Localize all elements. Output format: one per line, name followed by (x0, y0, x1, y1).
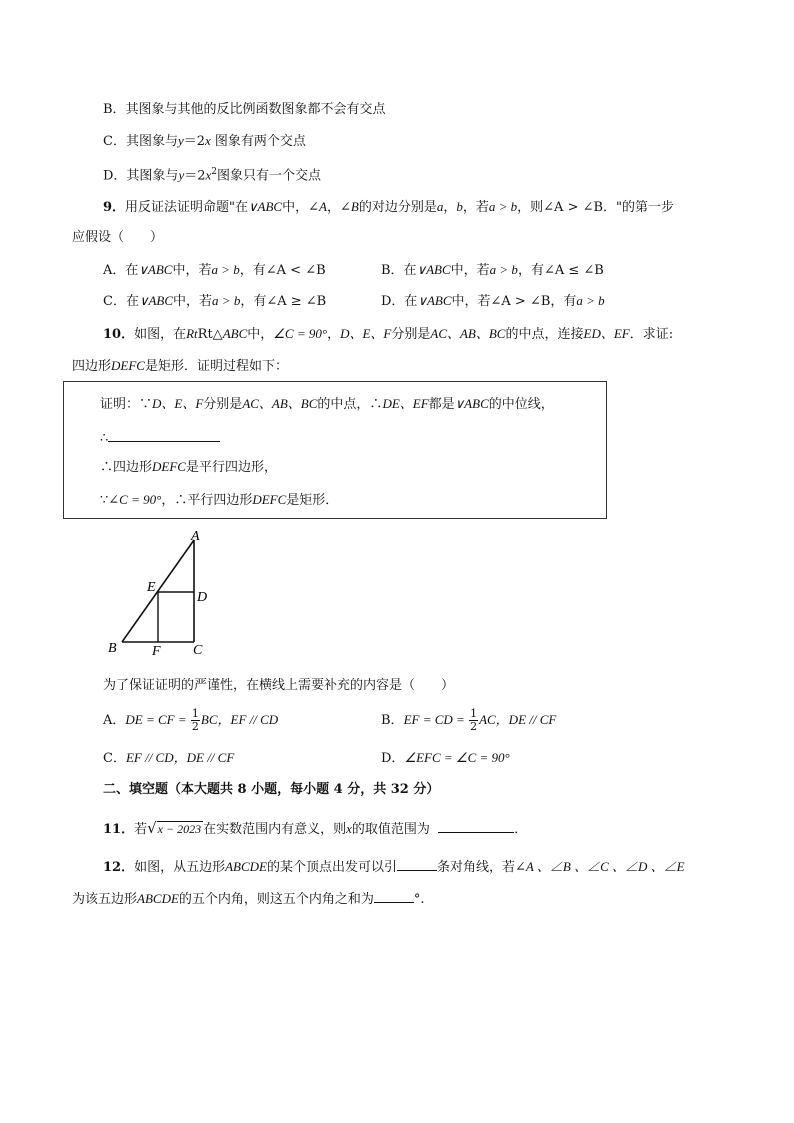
q10-proof4-pre: ∵∠ (100, 493, 120, 508)
q10-stem3: ， (327, 327, 341, 342)
q9-option-b-cond: a > b (489, 262, 518, 277)
q10-proof4-mid: ，∴平行四边形 (161, 493, 253, 508)
q12-stem-line1 (103, 856, 685, 877)
q9-number: 9． (103, 200, 126, 215)
q10-figure (100, 528, 220, 660)
q11-answer-blank[interactable] (438, 818, 514, 833)
q10-option-b-den: 2 (470, 720, 478, 733)
q10-proof1-pre: 证明：∵ (100, 397, 153, 412)
q10-proof1-def: D、E、F (152, 396, 204, 411)
q10-label-a: A (191, 529, 200, 544)
q9-stem5: ，若 (462, 200, 489, 215)
q10-stem-line2 (72, 357, 288, 376)
q10-option-b-expr2: AC，DE // CF (479, 712, 557, 727)
q11-end: ． (514, 822, 528, 837)
q9-option-b-tri: ∨ABC (416, 262, 451, 277)
q9-stem-line1 (103, 198, 674, 217)
q10-number: 10． (103, 327, 135, 342)
q10-proof3-pre: ∴四边形 (100, 460, 153, 475)
q9-option-d-tri: ∨ABC (417, 293, 452, 308)
q10-label-e: E (147, 580, 156, 595)
section2-title (103, 781, 439, 799)
q10-ask (103, 677, 454, 695)
q8-option-d-eq: ＝2 (184, 168, 206, 184)
q12-stem2: 的某个顶点出发可以引 (267, 860, 398, 875)
q9-option-c-cond: a > b (212, 293, 241, 308)
q10-stem4: 分别是 (391, 327, 431, 342)
q8-option-b-text: B．其图象与其他的反比例函数图象都不会有交点 (103, 102, 386, 117)
q12-blank-sum[interactable] (374, 888, 414, 903)
q8-option-d (103, 163, 321, 185)
q9-option-b (381, 261, 604, 280)
q8-option-c-x: x (205, 133, 211, 148)
q9-option-d (381, 292, 605, 311)
q8-option-b (103, 101, 386, 119)
q10-proof1-mid2: 的中点，∴ (317, 397, 383, 412)
q9-angle-b: B (350, 199, 359, 214)
section2-title-text: 二、填空题（本大题共 8 小题，每小题 4 分，共 32 分） (103, 782, 440, 797)
q10-option-b (381, 708, 556, 733)
q10-proof1-tri: ∨ABC (454, 396, 489, 411)
q9-condition: a > b (488, 199, 518, 214)
q10-angle: ∠C = 90° (273, 326, 328, 341)
q10-proof1-post: 的中位线， (488, 397, 554, 412)
q9-option-a-pre: A．在 (103, 263, 139, 278)
q9-option-d-mid: 中，若∠A > ∠B，有 (451, 294, 577, 309)
q8-option-d-pre: D．其图象与 (103, 168, 179, 184)
q8-option-d-post: 图象只有一个交点 (217, 168, 322, 184)
q9-side-a: a (436, 199, 444, 214)
q10-stem5: 的中点，连接 (505, 327, 584, 342)
q8-option-c-eq: ＝2 (183, 134, 206, 149)
q10-option-b-num: 1 (470, 707, 478, 720)
q10-edef: ED、EF (583, 326, 630, 341)
q10-proof-line1 (100, 395, 554, 414)
q10-label-d: D (197, 590, 208, 605)
q10-label-b: B (108, 641, 117, 656)
q10-proof-line3 (100, 458, 277, 477)
q10-option-a-expr1: DE = CF = (125, 712, 190, 727)
q10-proof1-mids: AC、AB、BC (242, 396, 318, 411)
q8-option-c-y: y (177, 133, 184, 148)
q11-radicand: x − 2023 (157, 822, 202, 836)
q10-defc: DEFC (111, 358, 145, 373)
q11-radical-sign: √ (147, 819, 157, 837)
q10-option-d-pre: D． (381, 751, 405, 766)
q9-option-a (103, 261, 326, 280)
q10-stem-line1 (103, 325, 673, 344)
q10-proof4-defc: DEFC (252, 492, 287, 507)
q12-line2-end: °. (413, 892, 425, 907)
q10-proof4-c: C = 90° (119, 492, 162, 507)
q9-option-b-post: ，有∠A ≤ ∠B (517, 263, 604, 278)
q10-option-a-expr2: BC，EF // CD (200, 712, 279, 727)
q11-pre: 若 (134, 822, 148, 837)
q10-proof4-post: 是矩形． (286, 493, 339, 508)
q12-stem1: 如图，从五边形 (134, 860, 226, 875)
q9-option-a-post: ，有∠A < ∠B (239, 263, 326, 278)
q9-option-c-mid: 中，若 (173, 294, 213, 309)
q10-label-c: C (193, 643, 203, 658)
q10-option-a-fraction (191, 708, 200, 733)
q9-triangle: ∨ABC (248, 199, 283, 214)
q9-option-d-cond: a > b (576, 293, 605, 308)
q10-option-c (103, 749, 234, 768)
q12-line2-pre: 为该五边形 (72, 892, 138, 907)
q9-stem-line2-text: 应假设（ ） (72, 230, 164, 245)
q10-option-c-pre: C． (103, 751, 126, 766)
q9-option-a-tri: ∨ABC (138, 262, 173, 277)
q12-stem3: 条对角线，若∠ (437, 860, 526, 875)
q10-option-d (381, 749, 510, 768)
q9-option-c-tri: ∨ABC (138, 293, 174, 308)
q10-option-a-pre: A． (103, 713, 126, 728)
q10-stem6: ．求证: (629, 327, 674, 342)
q9-option-c (103, 292, 326, 311)
q10-line2-pre: 四边形 (72, 359, 112, 374)
q11-number: 11． (103, 822, 135, 837)
q11-x: x (346, 821, 352, 836)
q9-side-b: b (456, 199, 463, 214)
q12-line2-abcde: ABCDE (137, 891, 179, 906)
q12-abcde: ABCDE (225, 859, 267, 874)
q10-proof1-de: DE、EF (382, 396, 429, 411)
q8-option-d-x: x (205, 167, 212, 183)
q10-rt: Rt (186, 326, 198, 341)
q9-option-a-cond: a > b (211, 262, 240, 277)
q12-number: 12． (103, 860, 135, 875)
q10-proof-blank[interactable] (108, 427, 220, 442)
q10-proof1-mid: 分别是 (203, 397, 243, 412)
q9-stem6: ，则∠A > ∠B．"的第一步 (517, 200, 675, 215)
q8-option-d-y: y (178, 167, 185, 183)
q10-option-a (103, 708, 278, 733)
q11-mid: 在实数范围内有意义，则 (203, 822, 347, 837)
q11-stem (103, 818, 527, 839)
q9-stem3: ，∠ (326, 200, 351, 215)
q9-stem-line2 (72, 229, 163, 247)
q10-stem2: 中， (247, 327, 274, 342)
q12-line2-mid: 的五个内角，则这五个内角之和为 (178, 892, 374, 907)
q8-option-d-sup: 2 (211, 167, 218, 177)
q12-angles: A 、∠B 、∠C 、∠D 、∠E (525, 859, 685, 874)
q12-stem-line2 (72, 888, 425, 909)
q9-stem4: 的对边分别是 (358, 200, 437, 215)
q10-stem1: 如图，在 (134, 327, 187, 342)
q10-abc: ABC (222, 326, 248, 341)
q8-option-c-pre: C．其图象与 (103, 134, 178, 149)
q8-option-c-post: 图象有两个交点 (210, 134, 306, 149)
q11-post: 的取值范围为 (351, 822, 430, 837)
q10-stem1b: Rt△ (197, 327, 223, 342)
q8-option-c (103, 132, 306, 151)
q10-option-b-pre: B． (381, 713, 404, 728)
q9-option-c-pre: C．在 (103, 294, 139, 309)
q9-stem1: 用反证法证明命题"在 (125, 200, 249, 215)
q10-proof1-mid3: 都是 (428, 397, 455, 412)
q9-option-c-post: ，有∠A ≥ ∠B (240, 294, 327, 309)
q10-option-b-fraction (469, 708, 478, 733)
q10-option-c-expr: EF // CD，DE // CF (125, 750, 235, 765)
q9-angle-a: A (319, 199, 327, 214)
q10-ask-text: 为了保证证明的严谨性，在横线上需要补充的内容是（ ） (103, 678, 455, 693)
q10-proof3-defc: DEFC (152, 459, 186, 474)
q10-proof2-therefore: ∴ (100, 431, 109, 446)
q10-option-a-num: 1 (191, 707, 199, 720)
q9-comma: ， (443, 200, 457, 215)
q10-proof3-post: 是平行四边形， (185, 460, 277, 475)
q10-option-a-den: 2 (191, 720, 199, 733)
q9-option-a-mid: 中，若 (172, 263, 212, 278)
q9-stem2: 中，∠ (282, 200, 320, 215)
q10-proof-line2 (100, 427, 220, 448)
q10-def: D、E、F (340, 326, 392, 341)
q10-mids: AC、AB、BC (430, 326, 506, 341)
q9-option-b-pre: B．在 (381, 263, 417, 278)
q10-option-d-expr: ∠EFC = ∠C = 90° (404, 750, 510, 765)
q10-proof-line4 (100, 491, 338, 510)
q10-line2-post: 是矩形．证明过程如下： (144, 359, 288, 374)
q12-blank-diagonals[interactable] (397, 856, 437, 871)
q9-option-b-mid: 中，若 (450, 263, 490, 278)
q9-option-d-pre: D．在 (381, 294, 418, 309)
q10-option-b-expr1: EF = CD = (403, 712, 469, 727)
q10-label-f: F (152, 644, 161, 659)
